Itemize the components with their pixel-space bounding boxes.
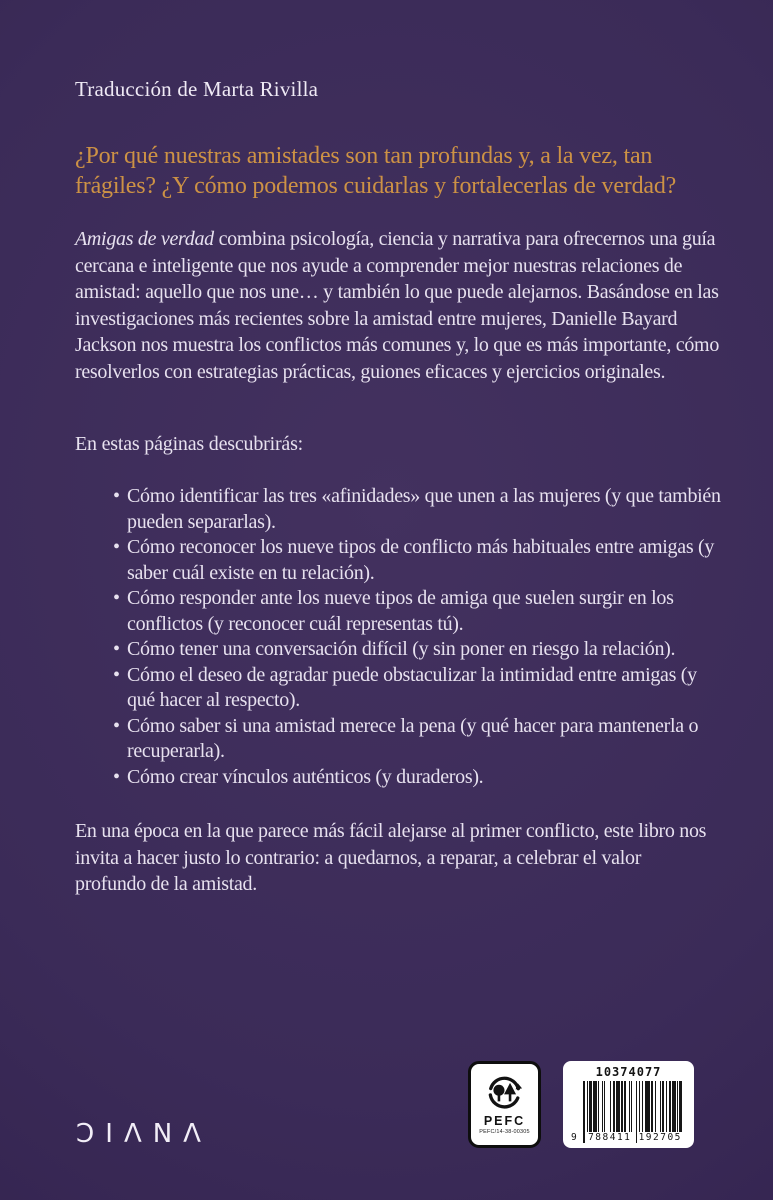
list-item: • Cómo responder ante los nueve tipos de amiga que suelen surgir en los conflictos (y reconocer cuál representas tú). xyxy=(75,586,723,637)
pefc-code: PEFC/14-38-00305 xyxy=(479,1128,530,1135)
list-intro: En estas páginas descubrirás: xyxy=(75,433,304,455)
ean-digit-left: 9 xyxy=(571,1132,582,1143)
ean-group-2: 192705 xyxy=(638,1132,682,1143)
discover-list xyxy=(75,484,723,790)
pefc-logo-icon xyxy=(486,1075,523,1112)
closing-paragraph: En una época en la que parece más fácil alejarse al primer conflicto, este libro nos invita a hacer justo lo contrario: a quedarnos, a reparar, a celebrar el valor profundo de la amistad. xyxy=(75,820,707,895)
list-item: • Cómo identificar las tres «afinidades» que unen a las mujeres (y que también pueden separarlas). xyxy=(75,484,723,535)
barcode-top-number: 10374077 xyxy=(595,1065,662,1079)
translation-credit: Traducción de Marta Rivilla xyxy=(75,77,319,101)
ean-digits xyxy=(571,1131,686,1143)
ean-group-1: 788411 xyxy=(588,1132,632,1143)
publisher-logo-diana: ƆIΛNΛ xyxy=(76,1119,212,1149)
list-item: • Cómo saber si una amistad merece la pena (y qué hacer para mantenerla o recuperarla). xyxy=(75,714,723,765)
barcode-label xyxy=(563,1061,694,1148)
list-item: • Cómo tener una conversación difícil (y sin poner en riesgo la relación). xyxy=(75,637,723,663)
synopsis-paragraph xyxy=(75,226,720,385)
list-item: • Cómo el deseo de agradar puede obstaculizar la intimidad entre amigas (y qué hacer al respecto). xyxy=(75,663,723,714)
pefc-label: PEFC xyxy=(483,1113,526,1128)
pefc-certification-badge xyxy=(468,1061,541,1148)
tagline-headline: ¿Por qué nuestras amistades son tan profundas y, a la vez, tan frágiles? ¿Y cómo podemos cuidarlas y fortalecerlas de verdad? xyxy=(75,143,677,199)
book-title-italic: Amigas de verdad xyxy=(75,228,214,250)
barcode-area xyxy=(571,1081,686,1143)
list-item: • Cómo crear vínculos auténticos (y duraderos). xyxy=(75,765,723,791)
synopsis-text: combina psicología, ciencia y narrativa para ofrecernos una guía cercana e inteligente que nos ayude a comprender mejor nuestras relaciones de amistad: aquello que nos une… y también lo que puede alejarnos. Basándose en las investigaciones más recientes sobre la amistad entre mujeres, Danielle Bayard Jackson nos muestra los conflictos más comunes y, lo que es más importante, cómo resolverlos con estrategias prácticas, guiones eficaces y ejercicios originales. xyxy=(75,228,720,383)
list-item: • Cómo reconocer los nueve tipos de conflicto más habituales entre amigas (y saber cuál existe en tu relación). xyxy=(75,535,723,586)
